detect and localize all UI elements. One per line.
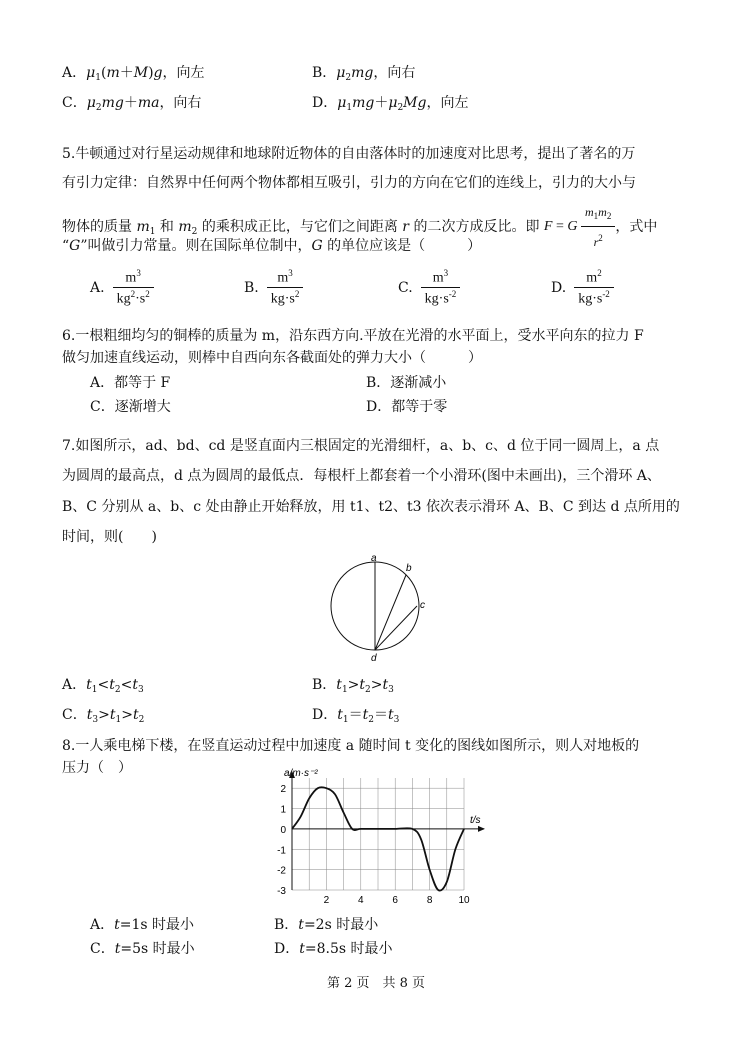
y-tick-label: 1 <box>280 804 286 816</box>
x-tick-label: 2 <box>323 895 330 906</box>
q4-option-b: B．$\mu_2mg$，向右 <box>312 65 416 83</box>
q4-option-a: A．$\mu_1(m+M)g$，向左 <box>62 65 205 83</box>
q5-line-1: 5.牛顿通过对行星运动规律和地球附近物体的自由落体时的加速度对比思考，提出了著名的万 <box>62 146 636 162</box>
q7-line-3: B、C 分别从 a、b、c 处由静止开始释放，用 t1、t2、t3 依次表示滑环 A、B、C 到达 d 点所用的 <box>62 499 680 515</box>
q5-line-2: 有引力定律：自然界中任何两个物体都相互吸引，引力的方向在它们的连线上，引力的大小与 <box>62 175 636 191</box>
q6-option-d: D．都等于零 <box>366 399 448 415</box>
q7-line-2: 为圆周的最高点，d 点为圆周的最低点．每根杆上都套着一个小滑环(图中未画出)，三个滑环 A、 <box>62 468 661 484</box>
q7-line-4: 时间，则( ) <box>62 529 157 545</box>
q5-line-3: 物体的质量 $m_1$ 和 $m_2$ 的乘积成正比，与它们之间距离 r 的二次方成反比。即 F = G $\frac{m_1m_2}{r^2}$ ，式中 <box>62 202 657 252</box>
x-tick-label: 4 <box>358 895 364 906</box>
q5-option-d: D. $\frac{m^2}{kg\cdot s^{-2}}$ <box>551 268 614 307</box>
q8-line-1: 8.一人乘电梯下楼，在竖直运动过程中加速度 a 随时间 t 变化的图线如图所示，则人对地板的 <box>62 738 640 754</box>
x-tick-label: 6 <box>392 895 398 906</box>
q7-line-1: 7.如图所示，ad、bd、cd 是竖直面内三根固定的光滑细杆，a、b、c、d 位于同一圆周上，a 点 <box>62 438 660 454</box>
y-tick-label: -2 <box>277 865 286 877</box>
x-axis-label: t/s <box>470 814 481 826</box>
q6-option-b: B．逐渐减小 <box>366 375 447 391</box>
q6-option-c: C．逐渐增大 <box>90 399 171 415</box>
label-c: c <box>420 600 425 611</box>
label-d: d <box>371 653 377 664</box>
x-tick-label: 10 <box>458 895 470 906</box>
q8-option-b: B．t=2s 时最小 <box>274 917 379 933</box>
q5-line-4: “G”叫做引力常量。则在国际单位制中，G 的单位应该是（ ） <box>62 238 482 254</box>
circle-rods-figure <box>322 552 432 664</box>
q5-option-c: C. $\frac{m^3}{kg\cdot s^{-2}}$ <box>398 268 460 307</box>
label-a: a <box>371 553 377 564</box>
q5-option-b: B. $\frac{m^3}{kg\cdot s^2}$ <box>244 268 303 307</box>
x-axis-arrow <box>478 826 485 832</box>
x-tick-label: 8 <box>426 895 433 906</box>
q6-option-a: A．都等于 F <box>90 375 171 391</box>
q8-option-a: A．t=1s 时最小 <box>90 917 195 933</box>
q8-line-2: 压力（ ） <box>62 760 132 776</box>
label-b: b <box>406 563 412 574</box>
y-tick-label: -3 <box>277 886 286 897</box>
q7-option-a: A．$t_1<t_2<t_3$ <box>62 677 144 695</box>
q5-option-a: A. $\frac{m^3}{kg^2\cdot s^2}$ <box>90 268 154 307</box>
q8-option-d: D．t=8.5s 时最小 <box>274 941 393 957</box>
y-tick-label: -1 <box>277 845 286 857</box>
rod-bd <box>375 575 406 650</box>
q6-line-2: 做匀加速直线运动，则棒中自西向东各截面处的弹力大小（ ） <box>62 350 482 366</box>
y-axis-label: a/m·s⁻² <box>284 768 318 779</box>
q7-option-d: D．$t_1=t_2=t_3$ <box>312 707 400 725</box>
q6-line-1: 6.一根粗细均匀的铜棒的质量为 m，沿东西方向.平放在光滑的水平面上，受水平向东的拉力 F <box>62 328 644 344</box>
q4-option-d: D．$\mu_1mg+\mu_2Mg$，向左 <box>312 95 469 113</box>
rod-cd <box>375 606 417 650</box>
q7-option-c: C．$t_3>t_1>t_2$ <box>62 707 145 725</box>
y-tick-label: 0 <box>280 824 286 836</box>
page-footer: 第 2 页 共 8 页 <box>326 976 426 991</box>
y-tick-label: 2 <box>280 784 286 796</box>
q8-option-c: C．t=5s 时最小 <box>90 941 195 957</box>
q4-option-c: C．$\mu_2mg+ma$，向右 <box>62 95 202 113</box>
acceleration-time-chart <box>270 768 500 908</box>
q7-option-b: B．$t_1>t_2>t_3$ <box>312 677 394 695</box>
